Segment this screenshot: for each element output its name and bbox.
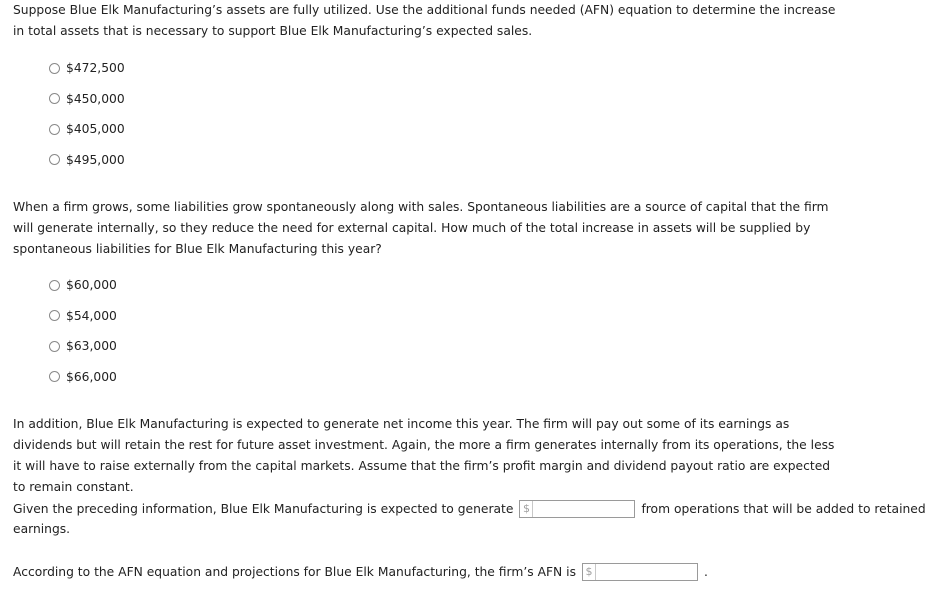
radio-button[interactable] <box>49 93 60 104</box>
q2-option[interactable] <box>49 362 117 393</box>
afn-input-box[interactable] <box>582 563 698 581</box>
question-1-text: Suppose Blue Elk Manufacturing’s assets are fully utilized. Use the additional funds needed (AFN) equation to determine the increase in total assets that is necessary to support Blue Elk Manufacturing’s expected sales. <box>13 3 836 38</box>
radio-button[interactable] <box>49 280 60 291</box>
net-income-input[interactable] <box>533 501 634 517</box>
afn-sentence <box>13 562 708 581</box>
fill1-before-text: Given the preceding information, Blue Elk Manufacturing is expected to generate <box>13 501 514 516</box>
radio-button[interactable] <box>49 341 60 352</box>
fill2-after-text: . <box>704 564 708 579</box>
q1-option[interactable] <box>49 114 125 145</box>
radio-button[interactable] <box>49 310 60 321</box>
radio-button[interactable] <box>49 154 60 165</box>
option-label[interactable]: $63,000 <box>66 339 117 354</box>
question-1-options <box>49 53 125 175</box>
afn-input[interactable] <box>596 564 697 580</box>
paragraph-3-text: In addition, Blue Elk Manufacturing is expected to generate net income this year. The firm will pay out some of its earnings as dividends but will retain the rest for future asset investment. Again, the more a firm generates internally from its operations, the less it will have to raise externally from the capital markets. Assume that the firm’s profit margin and dividend payout ratio are expected to remain constant. <box>13 417 835 494</box>
net-income-sentence <box>13 499 926 518</box>
net-income-input-box[interactable] <box>519 500 635 518</box>
option-label[interactable]: $54,000 <box>66 308 117 323</box>
radio-button[interactable] <box>49 371 60 382</box>
option-label[interactable]: $66,000 <box>66 369 117 384</box>
radio-button[interactable] <box>49 124 60 135</box>
q1-option[interactable] <box>49 145 125 176</box>
option-label[interactable]: $60,000 <box>66 278 117 293</box>
q2-option[interactable] <box>49 331 117 362</box>
fill1-after-continued: earnings. <box>13 522 71 536</box>
option-label[interactable]: $495,000 <box>66 152 125 167</box>
q1-option[interactable] <box>49 84 125 115</box>
question-2-text: When a firm grows, some liabilities grow spontaneously along with sales. Spontaneous liabilities are a source of capital that the firm will generate internally, so they reduce the need for external capital. How much of the total increase in assets will be supplied by spontaneous liabilities for Blue Elk Manufacturing this year? <box>13 200 829 256</box>
fill1-after-text: from operations that will be added to retained <box>641 501 926 516</box>
q1-option[interactable] <box>49 53 125 84</box>
option-label[interactable]: $472,500 <box>66 61 125 76</box>
dollar-sign-icon: $ <box>520 501 533 517</box>
option-label[interactable]: $405,000 <box>66 122 125 137</box>
q2-option[interactable] <box>49 270 117 301</box>
question-2-options <box>49 270 117 392</box>
option-label[interactable]: $450,000 <box>66 91 125 106</box>
dollar-sign-icon: $ <box>583 564 596 580</box>
q2-option[interactable] <box>49 301 117 332</box>
fill2-before-text: According to the AFN equation and projections for Blue Elk Manufacturing, the firm’s AFN is <box>13 564 576 579</box>
radio-button[interactable] <box>49 63 60 74</box>
